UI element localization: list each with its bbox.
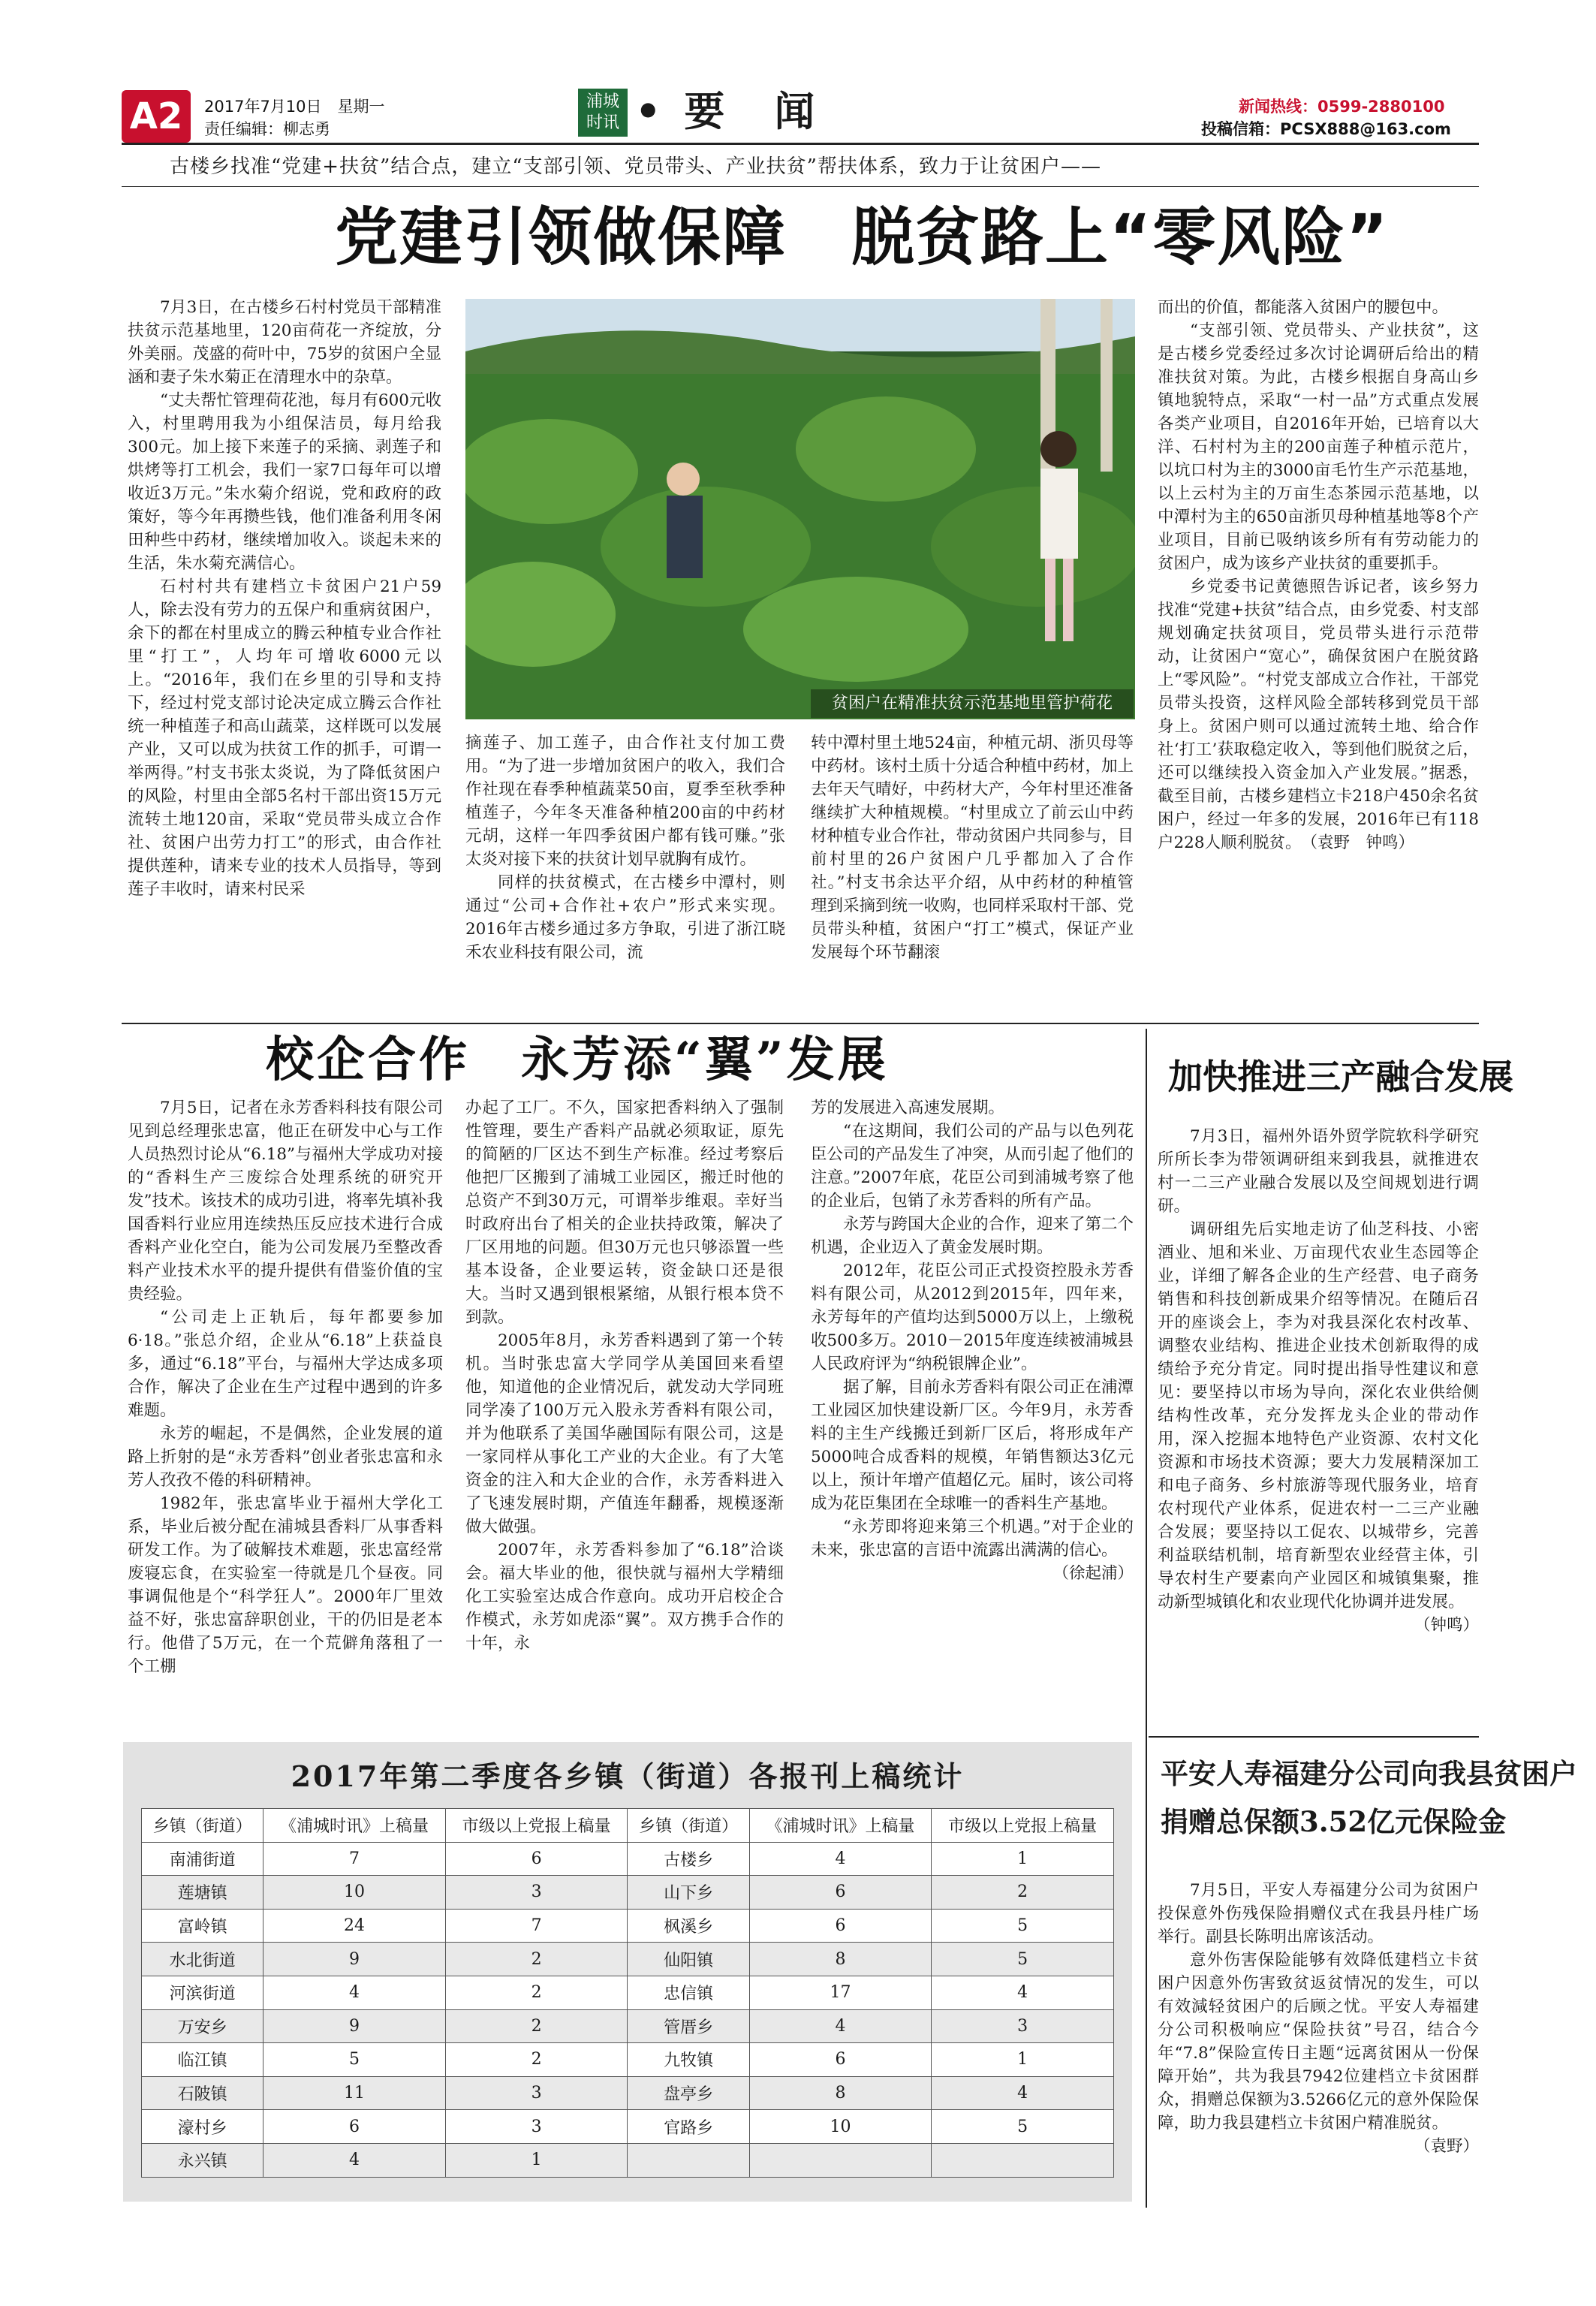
column-header: 《浦城时讯》上稿量 [263,1809,446,1843]
table-cell: 9 [263,2009,446,2043]
paragraph: 摘莲子、加工莲子，由合作社支付加工费用。“为了进一步增加贫困户的收入，我们合作社现在春季种植蔬菜50亩，夏季至秋季种植莲子，今年冬天准备种植200亩的中药材元胡，这样一年四季贫困户都有钱可赚。”张太炎对接下来的扶贫计划早就胸有成竹。 [465,734,785,869]
paragraph: 芳的发展进入高速发展期。 [811,1099,1005,1117]
story3-headline: 加快推进三产融合发展 [1168,1057,1513,1097]
paragraph: 同样的扶贫模式，在古楼乡中潭村，则通过“公司+合作社+农户”形式来实现。2016年古楼乡通过多方争取，引进了浙江晓禾农业科技有限公司，流 [465,873,785,962]
table-cell: 南浦街道 [142,1842,263,1876]
hotline [1239,95,1444,117]
lead-column-1 [128,296,441,1015]
table-cell: 2 [932,1876,1114,1910]
paragraph: 1982年，张忠富毕业于福州大学化工系，毕业后被分配在浦城县香料厂从事香料研发工作。为了破解技术难题，张忠富经常废寝忘食，在实验室一待就是几个昼夜。同事调侃他是个“科学狂人”。2000年厂里效益不好，张忠富辞职创业，干的仍旧是老本行。他借了5万元，在一个荒僻角落租了一个工棚 [128,1494,443,1676]
table-row [142,1943,1114,1976]
table-cell: 2 [445,2043,628,2077]
header-rule [122,143,1479,145]
table-cell: 管厝乡 [628,2009,749,2043]
table-cell: 3 [445,1876,628,1910]
stats-panel [123,1742,1132,2202]
email-label: 投稿信箱： [1201,120,1280,138]
table-cell: 5 [263,2043,446,2077]
paragraph: 办起了工厂。不久，国家把香料纳入了强制性管理，要生产香料产品就必须取证，原先的简陋的厂区达不到生产标准。经过考察后他把厂区搬到了浦城工业园区，搬迁时他的总资产不到30万元，可谓举步维艰。幸好当时政府出台了相关的企业扶持政策，解决了厂区用地的问题。但30万元也只够添置一些基本设备，企业要运转，资金缺口还是很大。当时又遇到银根紧缩，从银行根本贷不到款。 [465,1099,784,1327]
story2-column-2 [465,1096,784,1735]
table-cell: 仙阳镇 [628,1943,749,1976]
table-cell: 莲塘镇 [142,1876,263,1910]
paragraph: 永芳的崛起，不是偶然，企业发展的道路上折射的是“永芳香料”创业者张忠富和永芳人孜孜不倦的科研精神。 [128,1424,443,1490]
table-row [142,2043,1114,2077]
paper-logo [578,89,628,137]
table-cell [628,2143,749,2177]
paragraph: 据了解，目前永芳香料有限公司正在浦潭工业园区加快建设新厂区。今年9月，永芳香料的主生产线搬迁到新厂区后，将形成年产5000吨合成香料的规模，年销售额达3亿元以上，预计年增产值超亿元。届时，该公司将成为花臣集团在全球唯一的香料生产基地。 [811,1378,1134,1513]
paragraph: “支部引领、党员带头、产业扶贫”，这是古楼乡党委经过多次讨论调研后给出的精准扶贫对策。为此，古楼乡根据自身高山乡镇地貌特点，采取“一村一品”方式重点发展各类产业项目，自2016年开始，已培育以大洋、石村村为主的200亩莲子种植示范片，以坑口村为主的3000亩毛竹生产示范基地，以上云村为主的万亩生态茶园示范基地，以中潭村为主的650亩浙贝母种植基地等8个产业项目，目前已吸纳该乡所有有劳动能力的贫困户，成为该乡产业扶贫的重要抓手。 [1158,321,1479,573]
table-cell: 4 [749,1842,932,1876]
table-cell: 石陂镇 [142,2076,263,2110]
column-divider [1146,1029,1147,2208]
table-cell: 8 [749,1943,932,1976]
table-cell: 7 [445,1909,628,1943]
table-cell: 3 [932,2009,1114,2043]
paragraph: 意外伤害保险能够有效降低建档立卡贫困户因意外伤害致贫返贫情况的发生，可以有效減轻贫困户的后顾之忧。平安人寿福建分公司积极响应“保险扶贫”号召，结合今年“7.8”保险宣传日主题“远离贫困从一份保障开始”，共为我县7942位建档立卡贫困群众，捐赠总保额为3.5266亿元的意外保险保障，助力我县建档立卡贫困户精准脱贫。 [1158,1951,1479,2133]
table-cell: 5 [932,1943,1114,1976]
table-cell: 枫溪乡 [628,1909,749,1943]
paragraph: 7月3日，在古楼乡石村村党员干部精准扶贫示范基地里，120亩荷花一齐绽放，分外美丽。茂盛的荷叶中，75岁的贫困户全显涵和妻子朱水菊正在清理水中的杂草。 [128,298,441,387]
table-row [142,1909,1114,1943]
table-cell: 河滨街道 [142,1976,263,2009]
hotline-label: 新闻热线： [1239,98,1317,116]
paragraph: “永芳即将迎来第三个机遇。”对于企业的未来，张忠富的言语中流露出满满的信心。 [811,1518,1134,1560]
table-cell: 官路乡 [628,2110,749,2144]
byline: （钟鸣） [1414,1616,1479,1635]
table-cell: 11 [263,2076,446,2110]
story2-headline: 校企合作 永芳添“翼”发展 [266,1032,889,1088]
stats-table [141,1808,1114,2178]
kicker: 古楼乡找准“党建+扶贫”结合点，建立“支部引领、党员带头、产业扶贫”帮扶体系，致力于让贫困户—— [170,155,1101,178]
photo-caption: 贫困户在精准扶贫示范基地里管护荷花 [811,689,1134,718]
column-header: 市级以上党报上稿量 [445,1809,628,1843]
table-cell: 富岭镇 [142,1909,263,1943]
table-cell: 24 [263,1909,446,1943]
lotus-field-image [465,299,1135,719]
table-cell: 山下乡 [628,1876,749,1910]
hotline-number: 0599-2880100 [1317,98,1445,116]
paragraph: 调研组先后实地走访了仙芝科技、小密酒业、旭和米业、万亩现代农业生态园等企业，详细了解各企业的生产经营、电子商务销售和科技创新成果介绍等情况。在随后召开的座谈会上，李为对我县深化农村改革、调整农业结构、推进企业技术创新取得的成绩给予充分肯定。同时提出指导性建议和意见：要坚持以市场为导向，深化农业供给侧结构性改革，充分发挥龙头企业的带动作用，深入挖掘本地特色产业资源、农村文化资源和市场技术资源；要大力发展精深加工和电子商务、乡村旅游等现代服务业，培育农村现代产业体系，促进农村一二三产业融合发展；要坚持以工促农、以城带乡，完善利益联结机制，培育新型农业经营主体，引导农村生产要素向产业园区和城镇集聚，推动新型城镇化和农业现代化协调并进发展。 [1158,1220,1479,1611]
email-address: PCSX888@163.com [1280,120,1451,138]
table-cell: 6 [445,1842,628,1876]
issue-date [204,95,385,117]
table-cell: 临江镇 [142,2043,263,2077]
table-cell: 6 [263,2110,446,2144]
paragraph: 7月3日，福州外语外贸学院软科学研究所所长李为带领调研组来到我县，就推进农村一二三产业融合发展以及空间规划进行调研。 [1158,1127,1479,1216]
table-cell: 2 [445,1943,628,1976]
table-cell: 1 [932,1842,1114,1876]
table-cell: 2 [445,1976,628,2009]
byline: （袁野） [1414,2137,1479,2156]
byline: （徐起浦） [1052,1564,1134,1583]
table-cell: 水北街道 [142,1943,263,1976]
stats-title: 2017年第二季度各乡镇（街道）各报刊上稿统计 [291,1759,965,1793]
table-row [142,1976,1114,2009]
table-row [142,1876,1114,1910]
paragraph: “公司走上正轨后，每年都要参加6·18。”张总介绍，企业从“6.18”上获益良多，通过“6.18”平台，与福州大学达成多项合作，解决了企业在生产过程中遇到的许多难题。 [128,1308,443,1420]
table-cell: 古楼乡 [628,1842,749,1876]
table-cell: 6 [749,1909,932,1943]
paragraph: 乡党委书记黄德照告诉记者，该乡努力找准“党建+扶贫”结合点，由乡党委、村支部规划确定扶贫项目，党员带头进行示范带动，让贫困户“宽心”，确保贫困户在脱贫路上“零风险”。“村党支部成立合作社，干部党员带头投资，这样风险全部转移到党员干部身上。贫困户则可以通过流转土地、给合作社‘打工’获取稳定收入，等到他们脱贫之后，还可以继续投入资金加入产业发展。”据悉，截至目前，古楼乡建档立卡218户450余名贫困户，经过一年多的发展，2016年已有118户228人顺利脱贫。 （袁野 钟鸣） [1158,577,1479,852]
table-cell: 6 [749,1876,932,1910]
table-cell: 2 [445,2009,628,2043]
table-cell: 6 [749,2043,932,2077]
paragraph: 2012年，花臣公司正式投资控股永芳香料有限公司，从2012到2015年，四年来，永芳每年的产值均达到5000万以上，上缴税收500多万。2010－2015年度连续被浦城县人民政府评为“纳税银牌企业”。 [811,1262,1134,1373]
lead-column-3 [811,731,1134,1015]
table-cell: 9 [263,1943,446,1976]
column-header: 市级以上党报上稿量 [932,1809,1114,1843]
table-cell: 4 [263,2143,446,2177]
section-divider-lower [1149,1736,1479,1738]
paragraph: 永芳与跨国大企业的合作，迎来了第二个机遇，企业迈入了黄金发展时期。 [811,1215,1134,1257]
story2-column-3 [811,1096,1134,1735]
table-cell: 九牧镇 [628,2043,749,2077]
table-cell: 濠村乡 [142,2110,263,2144]
paragraph: “丈夫帮忙管理荷花池，每月有600元收入，村里聘用我为小组保洁员，每月给我300元。加上接下来莲子的采摘、剥莲子和烘烤等打工机会，我们一家7口每年可以增收近3万元。”朱水菊介绍说，党和政府的政策好，等今年再攒些钱，他们准备利用冬闲田种些中药材，继续增加收入。谈起未来的生活，朱水菊充满信心。 [128,391,441,573]
table-cell: 17 [749,1976,932,2009]
table-cell: 盘亭乡 [628,2076,749,2110]
table-cell [749,2143,932,2177]
paragraph: “在这期间，我们公司的产品与以色列花臣公司的产品发生了冲突，从而引起了他们的注意。”2007年底，花臣公司到浦城考察了他的企业后，包销了永芳香料的所有产品。 [811,1122,1134,1210]
table-cell: 5 [932,2110,1114,2144]
lead-column-4 [1158,296,1479,1015]
table-cell [932,2143,1114,2177]
column-header: 乡镇（街道） [628,1809,749,1843]
table-cell: 4 [932,1976,1114,2009]
table-cell: 忠信镇 [628,1976,749,2009]
table-cell: 4 [749,2009,932,2043]
table-cell: 8 [749,2076,932,2110]
weekday: 星期一 [337,98,385,116]
table-cell: 3 [445,2076,628,2110]
table-cell: 5 [932,1909,1114,1943]
lead-headline: 党建引领做保障 脱贫路上“零风险” [335,200,1390,274]
paragraph: 转中潭村里土地524亩，种植元胡、浙贝母等中药材。该村土质十分适合种植中药材，加上去年天气晴好，中药材大产，今年村里还准备继续扩大种植规模。“村里成立了前云山中药材种植专业合作社，带动贫困户共同参与，目前村里的26户贫困户几乎都加入了合作社。”村支书余达平介绍，从中药材的种植管理到采摘到统一收购，也同样采取村干部、党员带头种植，贫困户“打工”模式，保证产业发展每个环节翻滚 [811,734,1134,962]
table-row [142,1842,1114,1876]
table-cell: 永兴镇 [142,2143,263,2177]
paragraph: 7月5日，平安人寿福建分公司为贫困户投保意外伤残保险捐赠仪式在我县丹桂广场举行。副县长陈明出席该活动。 [1158,1881,1479,1946]
kicker-rule [122,186,1479,187]
paragraph: 2005年8月，永芳香料遇到了第一个转机。当时张忠富大学同学从美国回来看望他，知道他的企业情况后，就发动大学同班同学凑了100万元入股永芳香料有限公司，并为他联系了美国华融国际有限公司，这是一家同样从事化工产业的大企业。有了大笔资金的注入和大企业的合作，永芳香料进入了飞速发展时期，产值连年翻番，规模逐渐做大做强。 [465,1331,784,1536]
lead-column-2 [465,731,785,1015]
date: 2017年7月10日 [204,98,322,116]
column-header: 乡镇（街道） [142,1809,263,1843]
table-cell: 4 [263,1976,446,2009]
paragraph: 2007年，永芳香料参加了“6.18”洽谈会。福大毕业的他，很快就与福州大学精细化工实验室达成合作意向。成功开启校企合作模式，永芳如虎添“翼”。双方携手合作的十年，永 [465,1541,784,1653]
table-cell: 1 [932,2043,1114,2077]
table-cell: 3 [445,2110,628,2144]
paragraph: 7月5日，记者在永芳香料科技有限公司见到总经理张忠富，他正在研发中心与工作人员热烈讨论从“6.18”与福州大学成功对接的“香料生产三废综合处理系统的研究开发”技术。该技术的成功引进，将率先填补我国香料行业应用连续热压反应技术进行合成香料产业化空白，能为公司发展乃至整改香料产业技术水平的提升提供有借鉴价值的宝贵经验。 [128,1099,443,1304]
paragraph: 石村村共有建档立卡贫困户21户59人，除去没有劳力的五保户和重病贫困户，余下的都在村里成立的腾云种植专业合作社里“打工”，人均年可增收6000元以上。“2016年，我们在乡里的引导和支持下，经过村党支部讨论决定成立腾云合作社统一种植莲子和高山蔬菜，这样既可以发展产业，又可以成为扶贫工作的抓手，可谓一举两得。”村支书张太炎说，为了降低贫困户的风险，村里由全部5名村干部出资15万元流转土地120亩，采取“党员带头成立合作社、贫困户出劳力打工”的形式，由合作社提供莲种，请来专业的技术人员指导，等到莲子丰收时，请来村民采 [128,577,441,899]
section-title: • 要 闻 [635,88,820,135]
lotus-photo [465,299,1135,719]
story2-column-1 [128,1096,443,1735]
story4-headline-line2: 捐赠总保额3.52亿元保险金 [1161,1805,1507,1838]
table-row [142,2110,1114,2144]
paragraph: 而出的价值，都能落入贫困户的腰包中。 [1158,298,1449,317]
table-cell: 10 [749,2110,932,2144]
story3-body [1158,1125,1479,1730]
logo-line2: 时讯 [586,113,619,132]
table-header-row [142,1809,1114,1843]
story4-headline [1161,1750,1577,1846]
table-cell: 1 [445,2143,628,2177]
story4-headline-line1: 平安人寿福建分公司向我县贫困户 [1161,1757,1577,1790]
table-row [142,2143,1114,2177]
story4-body [1158,1879,1479,2232]
logo-line1: 浦城 [586,92,619,111]
editor: 责任编辑：柳志勇 [204,120,330,138]
table-cell: 10 [263,1876,446,1910]
table-cell: 7 [263,1842,446,1876]
page-badge: A2 [122,90,191,143]
table-cell: 4 [932,2076,1114,2110]
submission-email [1201,117,1451,140]
column-header: 《浦城时讯》上稿量 [749,1809,932,1843]
table-row [142,2009,1114,2043]
table-cell: 万安乡 [142,2009,263,2043]
section-divider [122,1023,1479,1024]
table-row [142,2076,1114,2110]
